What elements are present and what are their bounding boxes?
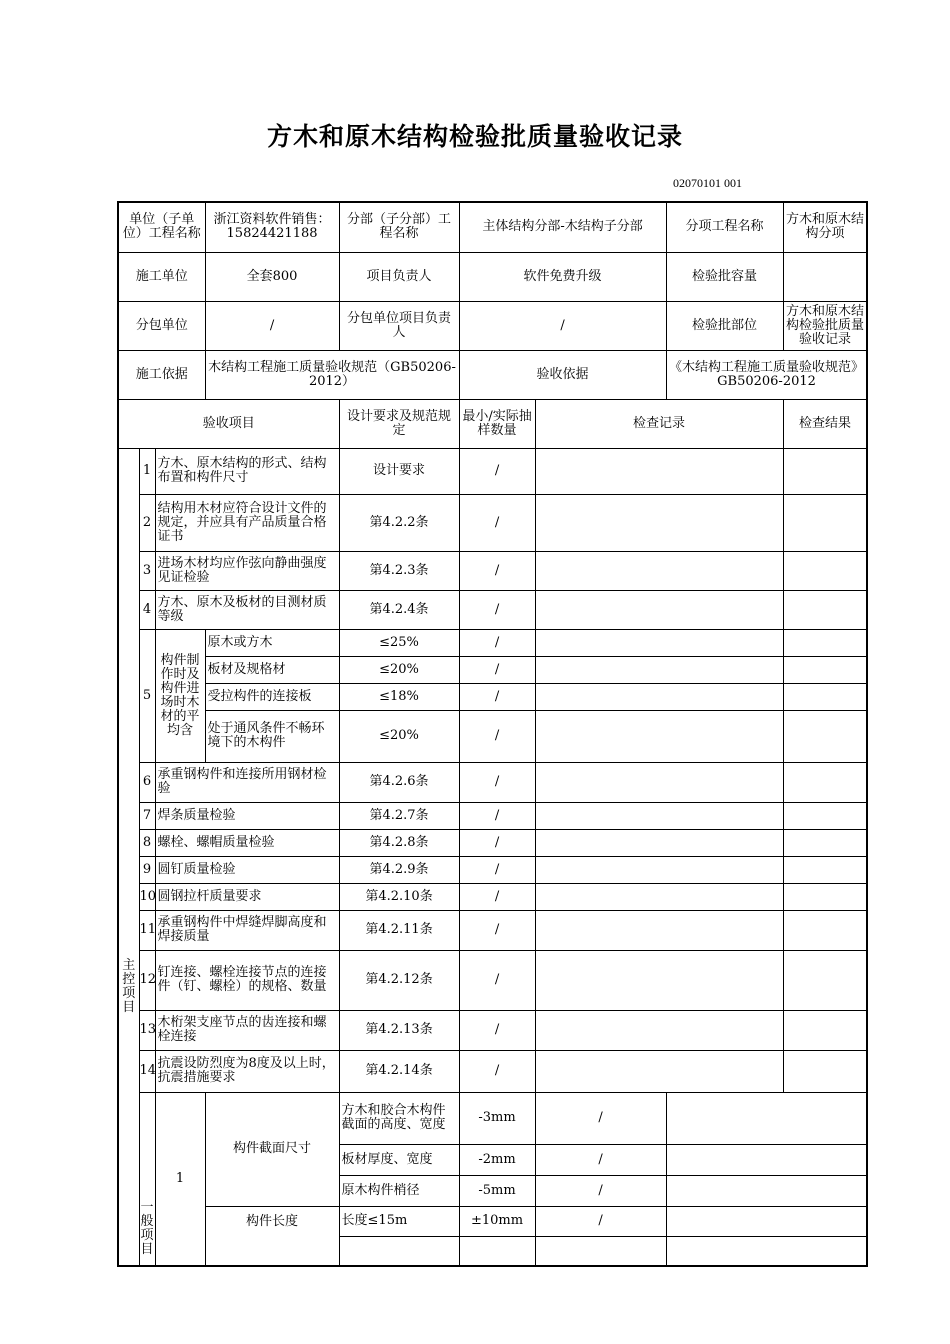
item-no: 2 xyxy=(139,494,155,551)
main-item-row-6 xyxy=(118,762,867,802)
item-no: 6 xyxy=(139,762,155,802)
item-result[interactable] xyxy=(783,448,867,494)
inspection-table xyxy=(117,201,868,1267)
item-record[interactable] xyxy=(535,448,783,494)
division-label: 分部（子分部）工程名称 xyxy=(339,202,459,252)
moisture-result[interactable] xyxy=(783,683,867,710)
item-result[interactable] xyxy=(783,856,867,883)
item-requirement: 第4.2.7条 xyxy=(339,802,459,829)
main-item-row-9 xyxy=(118,856,867,883)
item-requirement: 第4.2.4条 xyxy=(339,590,459,629)
item-result[interactable] xyxy=(783,494,867,551)
item-sample[interactable]: / xyxy=(459,590,535,629)
main-item-row-14 xyxy=(118,1050,867,1092)
section-text: 方木和胶合木构件截面的高度、宽度 xyxy=(339,1092,459,1144)
basis-value[interactable]: 木结构工程施工质量验收规范（GB50206-2012） xyxy=(205,350,459,399)
moisture-text: 处于通风条件不畅环境下的木构件 xyxy=(205,710,339,762)
item-sample[interactable]: / xyxy=(459,910,535,950)
item-record[interactable] xyxy=(535,762,783,802)
item-text: 承重钢构件和连接所用钢材检验 xyxy=(155,762,339,802)
main-item-row-1 xyxy=(118,448,867,494)
item-requirement: 第4.2.2条 xyxy=(339,494,459,551)
section-record[interactable] xyxy=(666,1092,867,1144)
item-no: 12 xyxy=(139,950,155,1010)
item-record[interactable] xyxy=(535,950,783,1010)
main-group-label: 主控项目 xyxy=(118,448,139,1266)
moisture-record[interactable] xyxy=(535,710,783,762)
length-record[interactable] xyxy=(666,1206,867,1236)
moisture-result[interactable] xyxy=(783,629,867,656)
col-sample-header: 最小/实际抽样数量 xyxy=(459,399,535,448)
unit-label: 单位（子单位）工程名称 xyxy=(118,202,205,252)
item-text: 进场木材均应作弦向静曲强度见证检验 xyxy=(155,551,339,590)
item-requirement: 设计要求 xyxy=(339,448,459,494)
item-text: 钉连接、螺栓连接节点的连接件（钉、螺栓）的规格、数量 xyxy=(155,950,339,1010)
accept-basis-label: 验收依据 xyxy=(459,350,666,399)
length-requirement-empty xyxy=(459,1236,535,1266)
item-record[interactable] xyxy=(535,494,783,551)
item-text: 方木、原木及板材的目测材质等级 xyxy=(155,590,339,629)
capacity-value[interactable] xyxy=(783,252,867,301)
main-item-row-3 xyxy=(118,551,867,590)
item-sample[interactable]: / xyxy=(459,856,535,883)
item-sample[interactable]: / xyxy=(459,1010,535,1050)
item-no: 3 xyxy=(139,551,155,590)
length-record-empty[interactable] xyxy=(666,1236,867,1266)
main-item-row-4 xyxy=(118,590,867,629)
item-requirement: 第4.2.9条 xyxy=(339,856,459,883)
item-record[interactable] xyxy=(535,829,783,856)
contractor-label: 施工单位 xyxy=(118,252,205,301)
item-record[interactable] xyxy=(535,1010,783,1050)
sub-pm-value[interactable]: / xyxy=(459,301,666,350)
section-record[interactable] xyxy=(666,1175,867,1206)
col-design-header: 设计要求及规范规定 xyxy=(339,399,459,448)
main-item-row-12 xyxy=(118,950,867,1010)
main-item-row-7 xyxy=(118,802,867,829)
moisture-text: 受拉构件的连接板 xyxy=(205,683,339,710)
moisture-requirement: ≤20% xyxy=(339,656,459,683)
item-result[interactable] xyxy=(783,910,867,950)
length-text-empty xyxy=(339,1236,459,1266)
item-result[interactable] xyxy=(783,590,867,629)
main-item-row-2 xyxy=(118,494,867,551)
item-requirement: 第4.2.10条 xyxy=(339,883,459,910)
subitem-label: 分项工程名称 xyxy=(666,202,783,252)
item-result[interactable] xyxy=(783,762,867,802)
item-record[interactable] xyxy=(535,856,783,883)
item-result[interactable] xyxy=(783,950,867,1010)
section-text: 板材厚度、宽度 xyxy=(339,1144,459,1175)
unit-value[interactable]: 浙江资料软件销售：15824421188 xyxy=(205,202,339,252)
item-sample[interactable]: / xyxy=(459,802,535,829)
item-no: 5 xyxy=(139,629,155,762)
general-section-row-1 xyxy=(118,1092,867,1144)
item-sample[interactable]: / xyxy=(459,950,535,1010)
section-requirement: -3mm xyxy=(459,1092,535,1144)
moisture-sample[interactable]: / xyxy=(459,629,535,656)
item-text: 方木、原木结构的形式、结构布置和构件尺寸 xyxy=(155,448,339,494)
item-no: 14 xyxy=(139,1050,155,1092)
item-text: 抗震设防烈度为8度及以上时，抗震措施要求 xyxy=(155,1050,339,1092)
col-item-header: 验收项目 xyxy=(118,399,339,448)
item-sample[interactable]: / xyxy=(459,829,535,856)
item-sample[interactable]: / xyxy=(459,551,535,590)
item-result[interactable] xyxy=(783,1010,867,1050)
item-record[interactable] xyxy=(535,590,783,629)
moisture-requirement: ≤20% xyxy=(339,710,459,762)
item-record[interactable] xyxy=(535,910,783,950)
moisture-row-1 xyxy=(118,629,867,656)
section-label: 构件截面尺寸 xyxy=(205,1092,339,1206)
moisture-row-2 xyxy=(118,656,867,683)
item-no: 1 xyxy=(155,1092,205,1266)
length-label: 构件长度 xyxy=(205,1206,339,1266)
item-no: 4 xyxy=(139,590,155,629)
item-requirement: 第4.2.8条 xyxy=(339,829,459,856)
item-requirement: 第4.2.11条 xyxy=(339,910,459,950)
item-requirement: 第4.2.13条 xyxy=(339,1010,459,1050)
subcontractor-label: 分包单位 xyxy=(118,301,205,350)
item-text: 结构用木材应符合设计文件的规定，并应具有产品质量合格证书 xyxy=(155,494,339,551)
item-sample[interactable]: / xyxy=(459,494,535,551)
inspection-table-container xyxy=(117,201,867,1257)
sub-pm-label: 分包单位项目负责人 xyxy=(339,301,459,350)
section-sample[interactable]: / xyxy=(535,1175,666,1206)
moisture-record[interactable] xyxy=(535,656,783,683)
moisture-sample[interactable]: / xyxy=(459,710,535,762)
item-record[interactable] xyxy=(535,883,783,910)
basis-label: 施工依据 xyxy=(118,350,205,399)
pm-value[interactable]: 软件免费升级 xyxy=(459,252,666,301)
item-no: 1 xyxy=(139,448,155,494)
item-sample[interactable]: / xyxy=(459,448,535,494)
item-result[interactable] xyxy=(783,883,867,910)
item-result[interactable] xyxy=(783,802,867,829)
length-requirement: ±10mm xyxy=(459,1206,535,1236)
length-sample-empty[interactable] xyxy=(535,1236,666,1266)
location-label: 检验批部位 xyxy=(666,301,783,350)
moisture-record[interactable] xyxy=(535,629,783,656)
main-item-row-10 xyxy=(118,883,867,910)
item-text: 圆钢拉杆质量要求 xyxy=(155,883,339,910)
moisture-result[interactable] xyxy=(783,656,867,683)
item-requirement: 第4.2.6条 xyxy=(339,762,459,802)
item-text: 焊条质量检验 xyxy=(155,802,339,829)
moisture-requirement: ≤25% xyxy=(339,629,459,656)
contractor-value[interactable]: 全套800 xyxy=(205,252,339,301)
item-no: 11 xyxy=(139,910,155,950)
main-item-row-8 xyxy=(118,829,867,856)
item-no: 8 xyxy=(139,829,155,856)
item-text: 圆钉质量检验 xyxy=(155,856,339,883)
location-value[interactable]: 方木和原木结构检验批质量验收记录 xyxy=(783,301,867,350)
item-text: 螺栓、螺帽质量检验 xyxy=(155,829,339,856)
item-no: 7 xyxy=(139,802,155,829)
item-record[interactable] xyxy=(535,1050,783,1092)
item-result[interactable] xyxy=(783,829,867,856)
general-length-row-1 xyxy=(118,1206,867,1236)
length-sample[interactable]: / xyxy=(535,1206,666,1236)
division-value[interactable]: 主体结构分部-木结构子分部 xyxy=(459,202,666,252)
item-sample[interactable]: / xyxy=(459,1050,535,1092)
form-code: 02070101 001 xyxy=(673,176,742,190)
moisture-sample[interactable]: / xyxy=(459,656,535,683)
capacity-label: 检验批容量 xyxy=(666,252,783,301)
item-sample[interactable]: / xyxy=(459,883,535,910)
col-result-header: 检查结果 xyxy=(783,399,867,448)
moisture-label: 构件制作时及构件进场时木材的平均含 xyxy=(155,629,205,762)
item-requirement: 第4.2.3条 xyxy=(339,551,459,590)
item-no: 9 xyxy=(139,856,155,883)
moisture-record[interactable] xyxy=(535,683,783,710)
moisture-text: 板材及规格材 xyxy=(205,656,339,683)
item-text: 承重钢构件中焊缝焊脚高度和焊接质量 xyxy=(155,910,339,950)
item-requirement: 第4.2.12条 xyxy=(339,950,459,1010)
main-item-row-13 xyxy=(118,1010,867,1050)
section-requirement: -2mm xyxy=(459,1144,535,1175)
item-text: 木桁架支座节点的齿连接和螺栓连接 xyxy=(155,1010,339,1050)
item-result[interactable] xyxy=(783,1050,867,1092)
item-record[interactable] xyxy=(535,802,783,829)
section-record[interactable] xyxy=(666,1144,867,1175)
page-title: 方木和原木结构检验批质量验收记录 xyxy=(266,122,683,151)
item-record[interactable] xyxy=(535,551,783,590)
moisture-requirement: ≤18% xyxy=(339,683,459,710)
moisture-text: 原木或方木 xyxy=(205,629,339,656)
section-requirement: -5mm xyxy=(459,1175,535,1206)
section-sample[interactable]: / xyxy=(535,1092,666,1144)
moisture-result[interactable] xyxy=(783,710,867,762)
item-sample[interactable]: / xyxy=(459,762,535,802)
moisture-row-3 xyxy=(118,683,867,710)
general-group-label: 一般项目 xyxy=(139,1092,155,1266)
col-record-header: 检查记录 xyxy=(535,399,783,448)
item-requirement: 第4.2.14条 xyxy=(339,1050,459,1092)
moisture-sample[interactable]: / xyxy=(459,683,535,710)
pm-label: 项目负责人 xyxy=(339,252,459,301)
subcontractor-value[interactable]: / xyxy=(205,301,339,350)
section-text: 原木构件梢径 xyxy=(339,1175,459,1206)
length-text: 长度≤15m xyxy=(339,1206,459,1236)
moisture-row-4 xyxy=(118,710,867,762)
item-no: 13 xyxy=(139,1010,155,1050)
section-sample[interactable]: / xyxy=(535,1144,666,1175)
item-no: 10 xyxy=(139,883,155,910)
item-result[interactable] xyxy=(783,551,867,590)
main-item-row-11 xyxy=(118,910,867,950)
accept-basis-value[interactable]: 《木结构工程施工质量验收规范》GB50206-2012 xyxy=(666,350,867,399)
subitem-value[interactable]: 方木和原木结构分项 xyxy=(783,202,867,252)
